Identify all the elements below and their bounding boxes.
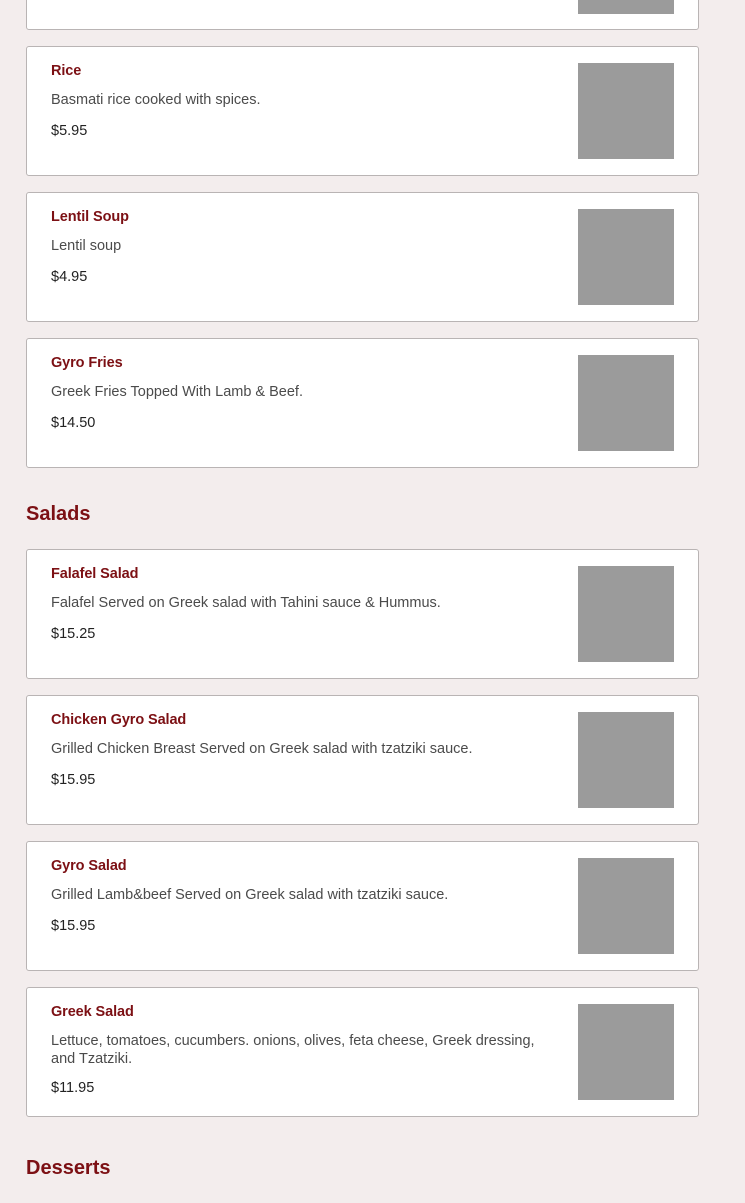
menu-item-description: Grilled Chicken Breast Served on Greek salad with tzatziki sauce. bbox=[51, 741, 473, 757]
menu-item-card[interactable] bbox=[26, 338, 699, 468]
menu-item-name: Lentil Soup bbox=[51, 209, 129, 225]
menu-item-text bbox=[51, 711, 561, 789]
menu-item-image bbox=[578, 63, 674, 159]
menu-item-card[interactable] bbox=[26, 695, 699, 825]
menu-item-image bbox=[578, 1004, 674, 1100]
menu-item-card[interactable] bbox=[26, 192, 699, 322]
menu-item-price: $11.95 bbox=[51, 1080, 95, 1096]
menu-item-text bbox=[51, 354, 561, 432]
menu-item-image bbox=[578, 712, 674, 808]
menu-item-description: Grilled Lamb&beef Served on Greek salad with tzatziki sauce. bbox=[51, 887, 449, 903]
menu-item-price: $14.50 bbox=[51, 415, 96, 431]
menu-item-card[interactable] bbox=[26, 987, 699, 1117]
menu-item-card[interactable] bbox=[26, 46, 699, 176]
section-title-salads: Salads bbox=[26, 503, 91, 525]
menu-item-description: Falafel Served on Greek salad with Tahini sauce & Hummus. bbox=[51, 595, 441, 611]
menu-item-description: Greek Fries Topped With Lamb & Beef. bbox=[51, 384, 303, 400]
menu-item-card[interactable] bbox=[26, 0, 699, 30]
section-title-desserts: Desserts bbox=[26, 1157, 111, 1179]
menu-item-text bbox=[51, 857, 561, 935]
menu-list bbox=[26, 0, 699, 1203]
menu-item-text bbox=[51, 62, 561, 140]
menu-item-price: $15.95 bbox=[51, 918, 96, 934]
menu-item-image bbox=[578, 566, 674, 662]
menu-item-card[interactable] bbox=[26, 549, 699, 679]
menu-item-image bbox=[578, 355, 674, 451]
menu-item-description: Lettuce, tomatoes, cucumbers. onions, olives, feta cheese, Greek dressing, and Tzatziki. bbox=[51, 1033, 535, 1067]
menu-item-image bbox=[578, 209, 674, 305]
menu-item-name: Falafel Salad bbox=[51, 566, 139, 582]
menu-item-price: $15.25 bbox=[51, 626, 96, 642]
menu-item-description: Lentil soup bbox=[51, 238, 122, 254]
menu-item-text bbox=[51, 1003, 561, 1097]
menu-item-text bbox=[51, 208, 561, 286]
menu-item-name: Gyro Salad bbox=[51, 858, 127, 874]
menu-item-name: Chicken Gyro Salad bbox=[51, 712, 187, 728]
menu-item-description: Basmati rice cooked with spices. bbox=[51, 92, 261, 108]
menu-item-name: Gyro Fries bbox=[51, 355, 123, 371]
menu-item-price: $15.95 bbox=[51, 772, 96, 788]
menu-item-price: $4.95 bbox=[51, 269, 88, 285]
menu-item-image bbox=[578, 0, 674, 14]
menu-item-text bbox=[51, 565, 561, 643]
menu-item-name: Rice bbox=[51, 63, 82, 79]
menu-item-price: $5.95 bbox=[51, 123, 88, 139]
menu-item-name: Greek Salad bbox=[51, 1004, 134, 1020]
menu-item-image bbox=[578, 858, 674, 954]
menu-item-card[interactable] bbox=[26, 841, 699, 971]
